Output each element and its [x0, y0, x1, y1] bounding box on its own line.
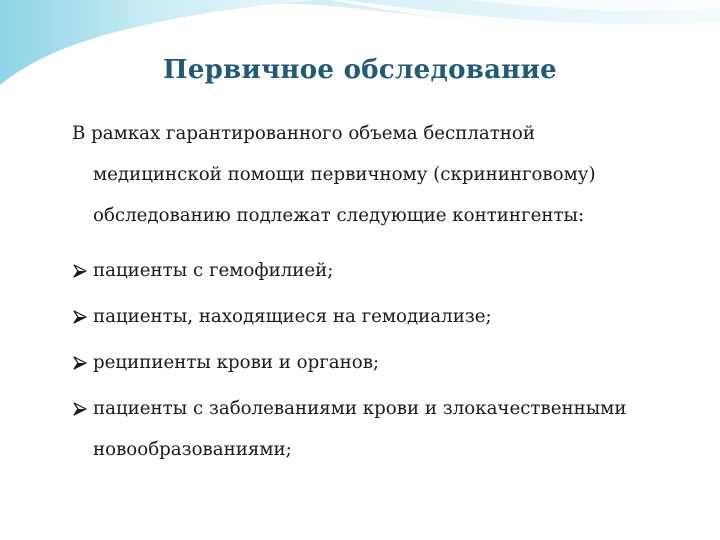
arrow-bullet-icon: [72, 401, 88, 417]
intro-first-line: В рамках гарантированного объема бесплатной: [72, 123, 535, 144]
bullet-list: [72, 250, 692, 475]
list-item-text: пациенты с гемофилией;: [93, 260, 334, 281]
list-item-text: реципиенты крови и органов;: [93, 352, 380, 373]
list-item: [72, 296, 692, 337]
list-item: [72, 388, 692, 470]
arrow-bullet-icon: [72, 355, 88, 371]
arrow-bullet-icon: [72, 309, 88, 325]
intro-paragraph: [72, 113, 692, 236]
page-title: Первичное обследование: [162, 55, 558, 85]
arrow-bullet-icon: [72, 263, 88, 279]
list-item-text: пациенты, находящиеся на гемодиализе;: [93, 306, 492, 327]
list-item-text: пациенты с заболеваниями крови и злокачественными новообразованиями;: [93, 398, 627, 460]
list-item: [72, 250, 692, 291]
intro-continuation: медицинской помощи первичному (скрининговому) обследованию подлежат следующие контингенты:: [93, 164, 596, 226]
list-item: [72, 342, 692, 383]
